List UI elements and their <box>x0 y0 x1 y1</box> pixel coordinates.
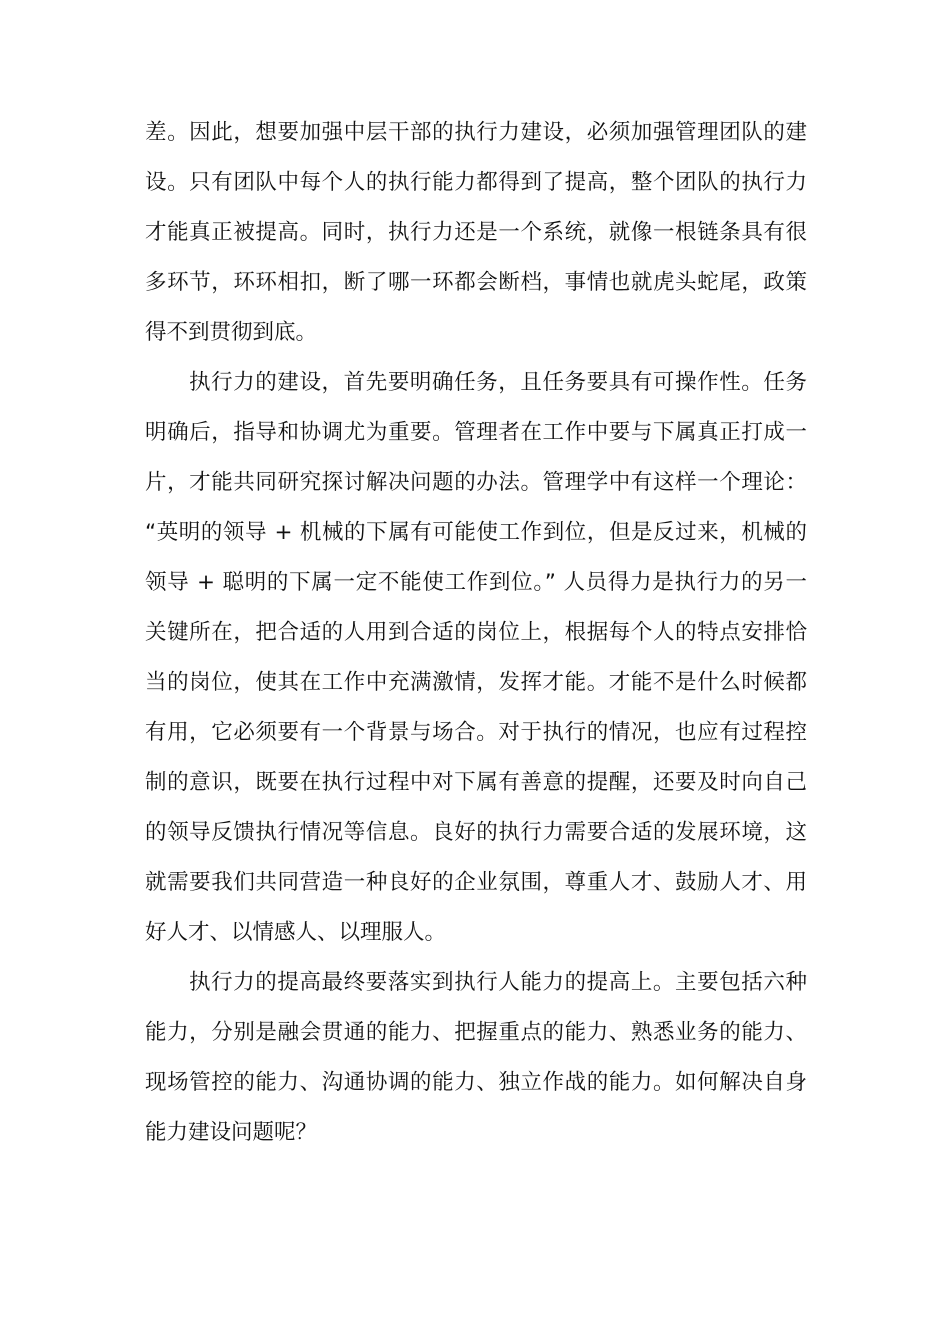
text-line: 才能真正被提高。同时，执行力还是一个系统，就像一根链条具有很 <box>145 220 807 245</box>
document-body <box>145 108 807 1158</box>
text-line: 差。因此，想要加强中层干部的执行力建设，必须加强管理团队的建 <box>145 120 807 145</box>
text-line: 就需要我们共同营造一种良好的企业氛围，尊重人才、鼓励人才、用 <box>145 870 807 895</box>
text-line: 的领导反馈执行情况等信息。良好的执行力需要合适的发展环境，这 <box>145 820 807 845</box>
text-line: 好人才、以情感人、以理服人。 <box>145 920 447 945</box>
text-line: 片，才能共同研究探讨解决问题的办法。管理学中有这样一个理论： <box>145 470 807 495</box>
text-line: 执行力的提高最终要落实到执行人能力的提高上。主要包括六种 <box>189 970 807 995</box>
text-line: 明确后，指导和协调尤为重要。管理者在工作中要与下属真正打成一 <box>145 420 807 445</box>
text-line: 能力，分别是融会贯通的能力、把握重点的能力、熟悉业务的能力、 <box>145 1020 807 1045</box>
text-line: 多环节，环环相扣，断了哪一环都会断档，事情也就虎头蛇尾，政策 <box>145 270 807 295</box>
text-line: 领导 + 聪明的下属一定不能使工作到位。” 人员得力是执行力的另一 <box>145 570 807 595</box>
paragraph-2 <box>145 358 807 958</box>
text-line: 有用，它必须要有一个背景与场合。对于执行的情况，也应有过程控 <box>145 720 807 745</box>
text-line: 能力建设问题呢？ <box>145 1120 318 1145</box>
text-line: 执行力的建设，首先要明确任务，且任务要具有可操作性。任务 <box>189 370 807 395</box>
paragraph-1 <box>145 108 807 358</box>
text-line: 得不到贯彻到底。 <box>145 320 318 345</box>
paragraph-3 <box>145 958 807 1158</box>
text-line: 关键所在，把合适的人用到合适的岗位上，根据每个人的特点安排恰 <box>145 620 807 645</box>
text-line: 设。只有团队中每个人的执行能力都得到了提高，整个团队的执行力 <box>145 170 807 195</box>
text-line: “英明的领导 + 机械的下属有可能使工作到位，但是反过来，机械的 <box>145 520 807 545</box>
text-line: 当的岗位，使其在工作中充满激情，发挥才能。才能不是什么时候都 <box>145 670 807 695</box>
text-line: 制的意识，既要在执行过程中对下属有善意的提醒，还要及时向自己 <box>145 770 807 795</box>
text-line: 现场管控的能力、沟通协调的能力、独立作战的能力。如何解决自身 <box>145 1070 807 1095</box>
